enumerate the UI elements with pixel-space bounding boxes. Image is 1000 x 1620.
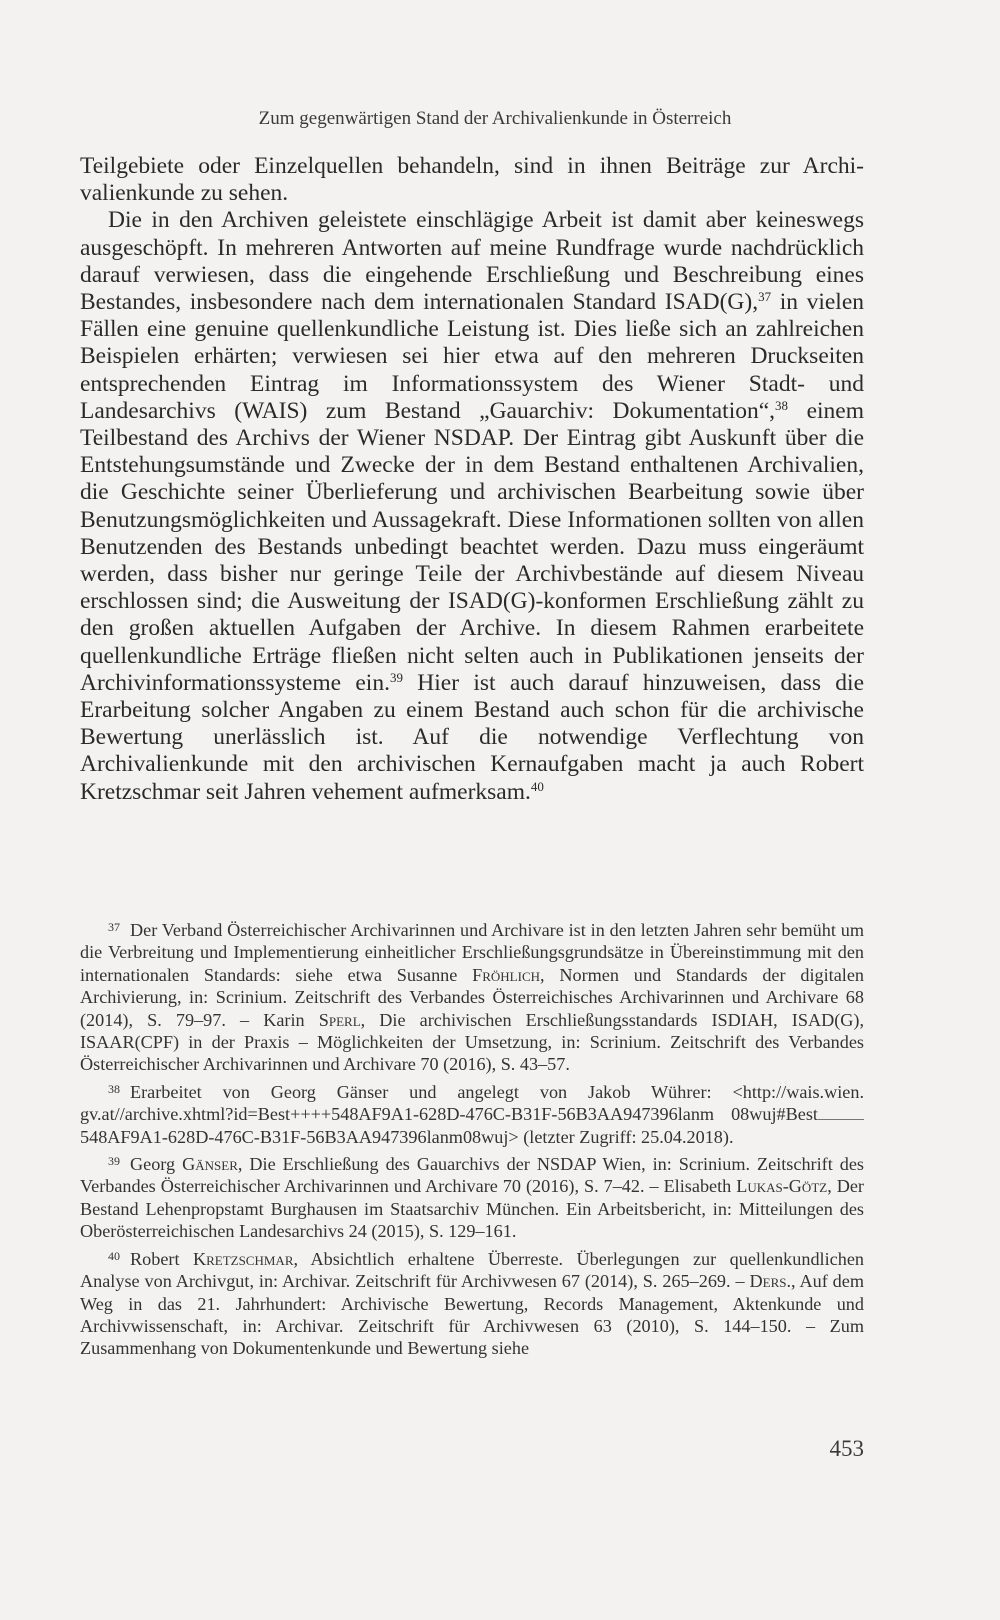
footnote-ref-37: 37	[758, 289, 772, 305]
paragraph-2	[80, 207, 864, 805]
footnote-text: , Normen und Standards der digitalen Archivierung, in: Scrinium. Zeitschrift des Verbandes Österreichisches Archivarinnen und Archivare 68 (2014), S. 79–97. – Karin	[80, 964, 864, 1030]
footnote-37	[80, 916, 864, 1076]
footnote-38	[80, 1078, 864, 1148]
footnote-text: , Absichtlich erhaltene Überreste. Überlegungen zur quellenkundlichen Analyse von Archivgut, in: Archivar. Zeitschrift für Archivwesen 67 (2014), S. 265–269. –	[80, 1248, 864, 1292]
footnotes	[80, 916, 864, 1362]
footnote-text: , Auf dem Weg in das 21. Jahrhundert: Archivische Bewertung, Records Management, Aktenkunde und Archivwissenschaft, in: Archivar. Zeitschrift für Archivwesen 63 (2010), S. 144–150. – Zum Zusammenhang von Dokumentenkunde und Bewertung siehe	[80, 1271, 864, 1359]
footnote-number: 39	[108, 1154, 120, 1169]
footnote-text: 548AF9A1-628D-476C-B31F-56B3AA947396lanm08wuj> (letzter Zugriff: 25.04.2018).	[80, 1126, 734, 1147]
paragraph-1: Teilgebiete oder Einzelquellen behandeln, sind in ihnen Beiträge zur Archivalienkunde zu sehen.	[80, 153, 864, 207]
footnote-text: Der Verband Österreichischer Archivarinnen und Archivare ist in den letzten Jahren sehr bemüht um die Verbreitung und Implementierung einheitlicher Erschließungsgrundsätze in Übereinstimmung mit den internationalen Standards: siehe etwa Susanne	[80, 920, 864, 985]
footnote-40	[80, 1245, 864, 1360]
footnote-text: Georg	[130, 1154, 183, 1175]
footnote-ref-39: 39	[389, 669, 403, 685]
paragraph-2-text-c: einem Teilbestand des Archivs der Wiener NSDAP. Der Eintrag gibt Auskunft über die Entstehungsumstände und Zwecke der in dem Bestand enthaltenen Archivalien, die Geschichte seiner Überlieferung und archivischen Bearbeitung sowie über Benutzungsmöglichkeiten und Aussagekraft. Diese Informationen sollten von allen Benutzenden des Bestands unbedingt beachtet werden. Dazu muss eingeräumt werden, dass bisher nur geringe Teile der Archivbestände auf diesem Niveau erschlossen sind; die Ausweitung der ISAD(G)-konformen Erschließung zählt zu den großen aktuellen Aufgaben der Archive. In diesem Rahmen erarbeitete quellenkundliche Erträge fließen nicht selten auch in Publikationen jenseits der Archivinformationssysteme ein.	[80, 397, 864, 696]
footnote-ref-38: 38	[775, 397, 789, 413]
paragraph-2-text-b: in vielen Fällen eine genuine quellenkundliche Leistung ist. Dies ließe sich an zahlreichen Beispielen erhärten; verwiesen sei hier etwa auf den mehreren Druckseiten entsprechenden Eintrag im Informationssystem des Wiener Stadt- und Landesarchivs (WAIS) zum Bestand „Gauarchiv: Dokumentation“,	[80, 289, 864, 424]
main-text	[80, 153, 864, 806]
footnote-number: 40	[108, 1248, 120, 1263]
author-name: Lukas-Götz	[736, 1176, 828, 1197]
footnote-text: Robert	[130, 1248, 193, 1269]
footnote-39	[80, 1150, 864, 1243]
author-name: Fröhlich	[472, 964, 541, 985]
paragraph-2-text-d: Hier ist auch darauf hinzuweisen, dass die Erarbeitung solcher Angaben zu einem Bestand auch schon für die archivische Bewertung unerlässlich ist. Auf die notwendige Verflechtung von Archivalienkunde mit den archivischen Kernaufgaben macht ja auch Robert Kretzschmar seit Jahren vehement aufmerksam.	[80, 669, 864, 805]
page-number: 453	[829, 1436, 864, 1461]
footnote-text: , Der Bestand Lehenpropstamt Burghausen im Staatsarchiv München. Ein Arbeitsbericht, in: Mitteilungen des Oberösterreichischen Landesarchivs 24 (2015), S. 129–161.	[80, 1176, 864, 1242]
author-name: Kretzschmar	[192, 1248, 294, 1269]
author-name: Gänser	[182, 1154, 238, 1175]
footnote-number: 37	[108, 920, 120, 934]
footnote-number: 38	[108, 1081, 120, 1096]
footnote-text: , Die archivischen Erschließungsstandards ISDIAH, ISAD(G), ISAAR(CPF) in der Praxis – Möglichkeiten der Umsetzung, in: Scrinium. Zeitschrift des Verbandes Österreichischer Archivarinnen und Archivare 70 (2016), S. 43–57.	[80, 1009, 865, 1075]
author-name: Sperl	[318, 1009, 361, 1030]
paragraph-2-text-a: Die in den Archiven geleistete einschlägige Arbeit ist damit aber keineswegs ausgeschöpft. In mehreren Antworten auf meine Rundfrage wurde nachdrücklich darauf verwiesen, dass die eingehende Erschließung und Beschreibung eines Bestandes, insbesondere nach dem internationalen Standard ISAD(G),	[80, 207, 864, 316]
footnote-ref-40: 40	[530, 778, 544, 794]
running-head: Zum gegenwärtigen Stand der Archivalienkunde in Österreich	[258, 108, 732, 129]
author-name: Ders.	[749, 1271, 792, 1292]
url-gap-line	[818, 1103, 864, 1120]
footnote-text: Erarbeitet von Georg Gänser und angelegt von Jakob Wührer: <http://wais.wien. gv.at//archive.xhtml?id=Best++++548AF9A1-628D-476C-B31F-56B3AA947396lanm 08wuj#Best	[80, 1081, 864, 1125]
footnote-text: , Die Erschließung des Gauarchivs der NSDAP Wien, in: Scrinium. Zeitschrift des Verbandes Österreichischer Archivarinnen und Archivare 70 (2016), S. 7–42. – Elisabeth	[80, 1154, 864, 1197]
